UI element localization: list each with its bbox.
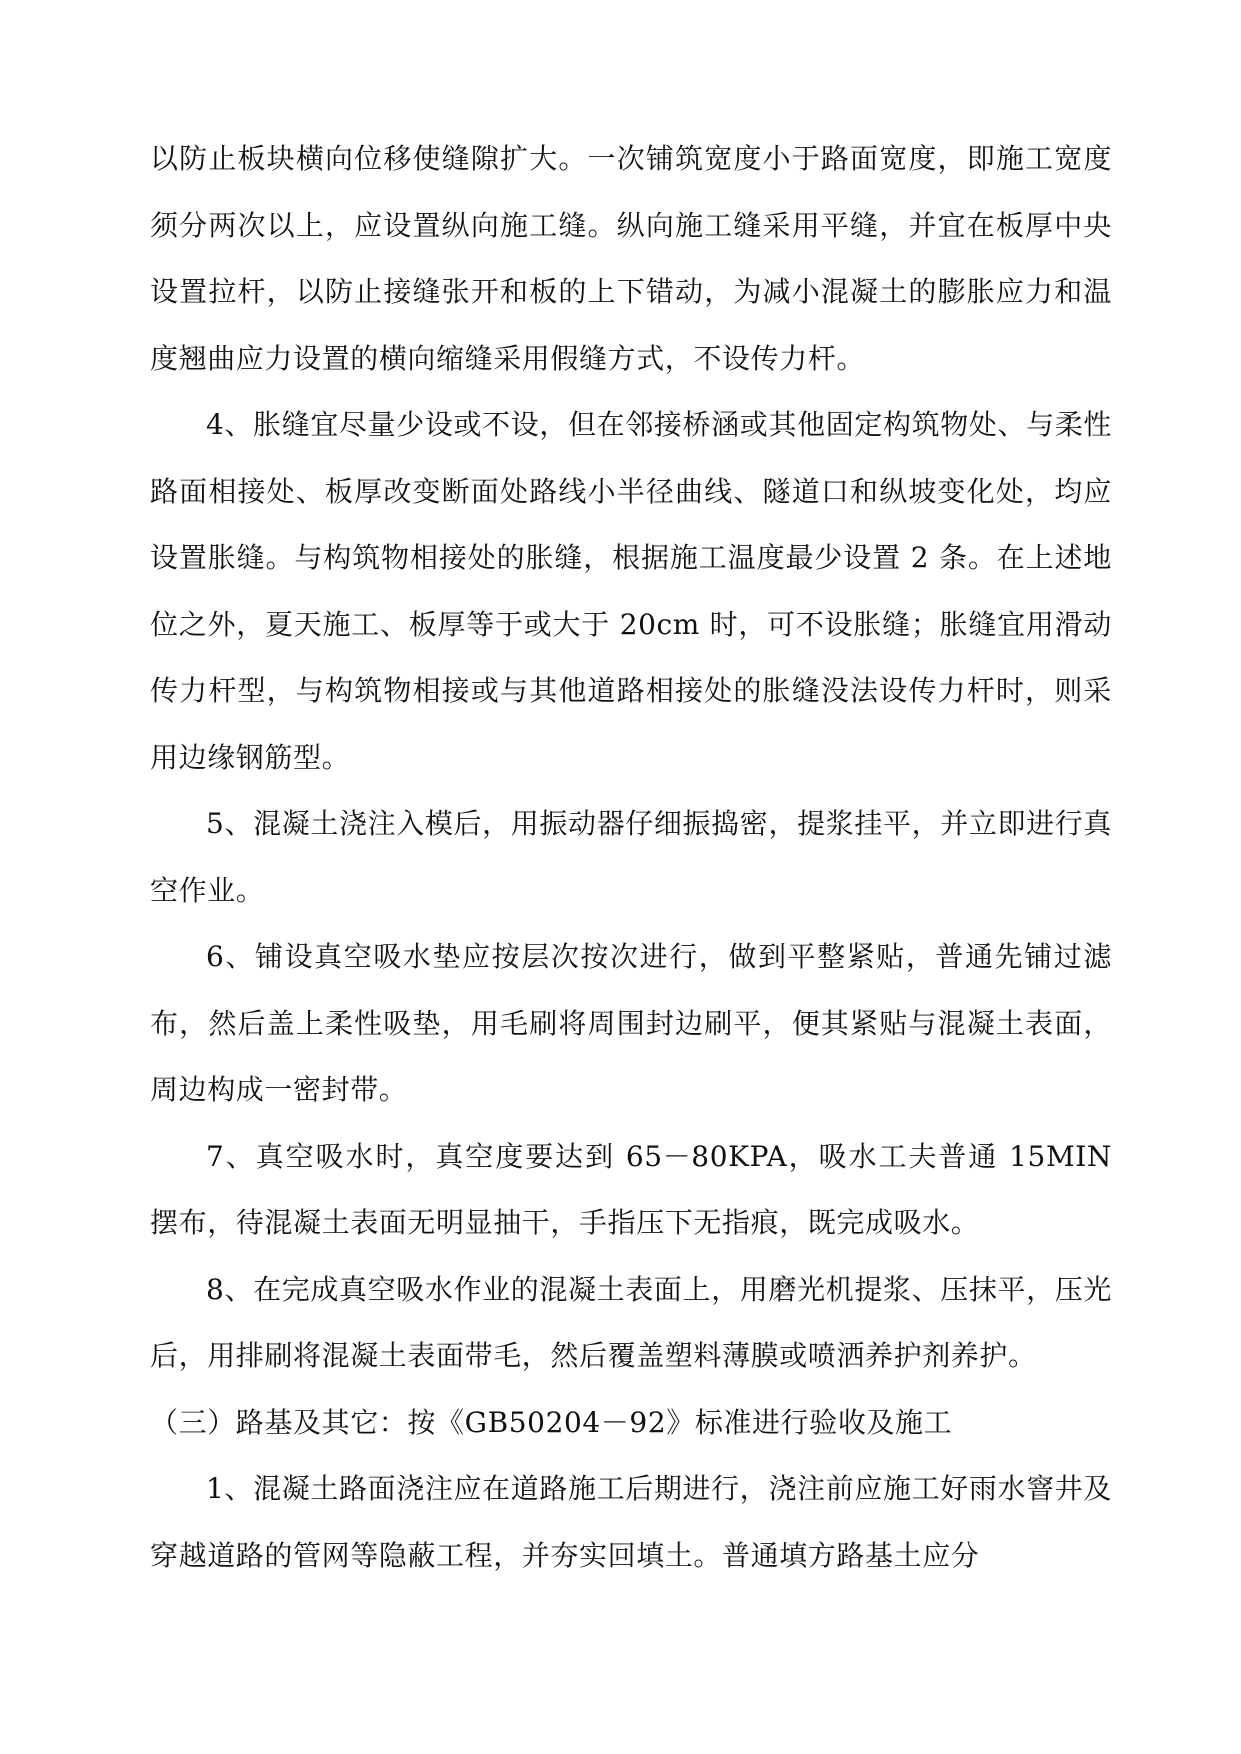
paragraph-continuation: 以防止板块横向位移使缝隙扩大。一次铺筑宽度小于路面宽度，即施工宽度须分两次以上，应设置纵向施工缝。纵向施工缝采用平缝，并宜在板厚中央设置拉杆，以防止接缝张开和板的上下错动，为减小混凝土的膨胀应力和温度翘曲应力设置的横向缩缝采用假缝方式，不设传力杆。 [150, 142, 1112, 375]
paragraph-item-7-vacuum-absorption: 7、真空吸水时，真空度要达到 65－80KPA，吸水工夫普通 15MIN 摆布，待混凝土表面无明显抽干，手指压下无指痕，既完成吸水。 [150, 1139, 1112, 1239]
paragraph-item-8-finishing: 8、在完成真空吸水作业的混凝土表面上，用磨光机提浆、压抹平，压光后，用排刷将混凝土表面带毛，然后覆盖塑料薄膜或喷洒养护剂养护。 [150, 1272, 1112, 1372]
section-heading-subgrade: （三）路基及其它：按《GB50204－92》标准进行验收及施工 [150, 1405, 953, 1439]
paragraph-item-3-1-subgrade: 1、混凝土路面浇注应在道路施工后期进行，浇注前应施工好雨水窨井及穿越道路的管网等隐蔽工程，并夯实回填土。普通填方路基土应分 [150, 1472, 1112, 1572]
paragraph-item-4-expansion-joints: 4、胀缝宜尽量少设或不设，但在邻接桥涵或其他固定构筑物处、与柔性路面相接处、板厚改变断面处路线小半径曲线、隧道口和纵坡变化处，均应设置胀缝。与构筑物相接处的胀缝，根据施工温度最少设置 2 条。在上述地位之外，夏天施工、板厚等于或大于 20cm 时，可不设胀缝；胀缝宜用滑动传力杆型，与构筑物相接或与其他道路相接处的胀缝没法设传力杆时，则采用边缘钢筋型。 [150, 408, 1112, 774]
paragraph-item-5-pouring: 5、混凝土浇注入模后，用振动器仔细振捣密，提浆挂平，并立即进行真空作业。 [150, 807, 1112, 907]
document-body [150, 126, 1112, 1589]
paragraph-item-6-vacuum-mat: 6、铺设真空吸水垫应按层次按次进行，做到平整紧贴，普通先铺过滤布，然后盖上柔性吸垫，用毛刷将周围封边刷平，便其紧贴与混凝土表面，周边构成一密封带。 [150, 940, 1112, 1106]
